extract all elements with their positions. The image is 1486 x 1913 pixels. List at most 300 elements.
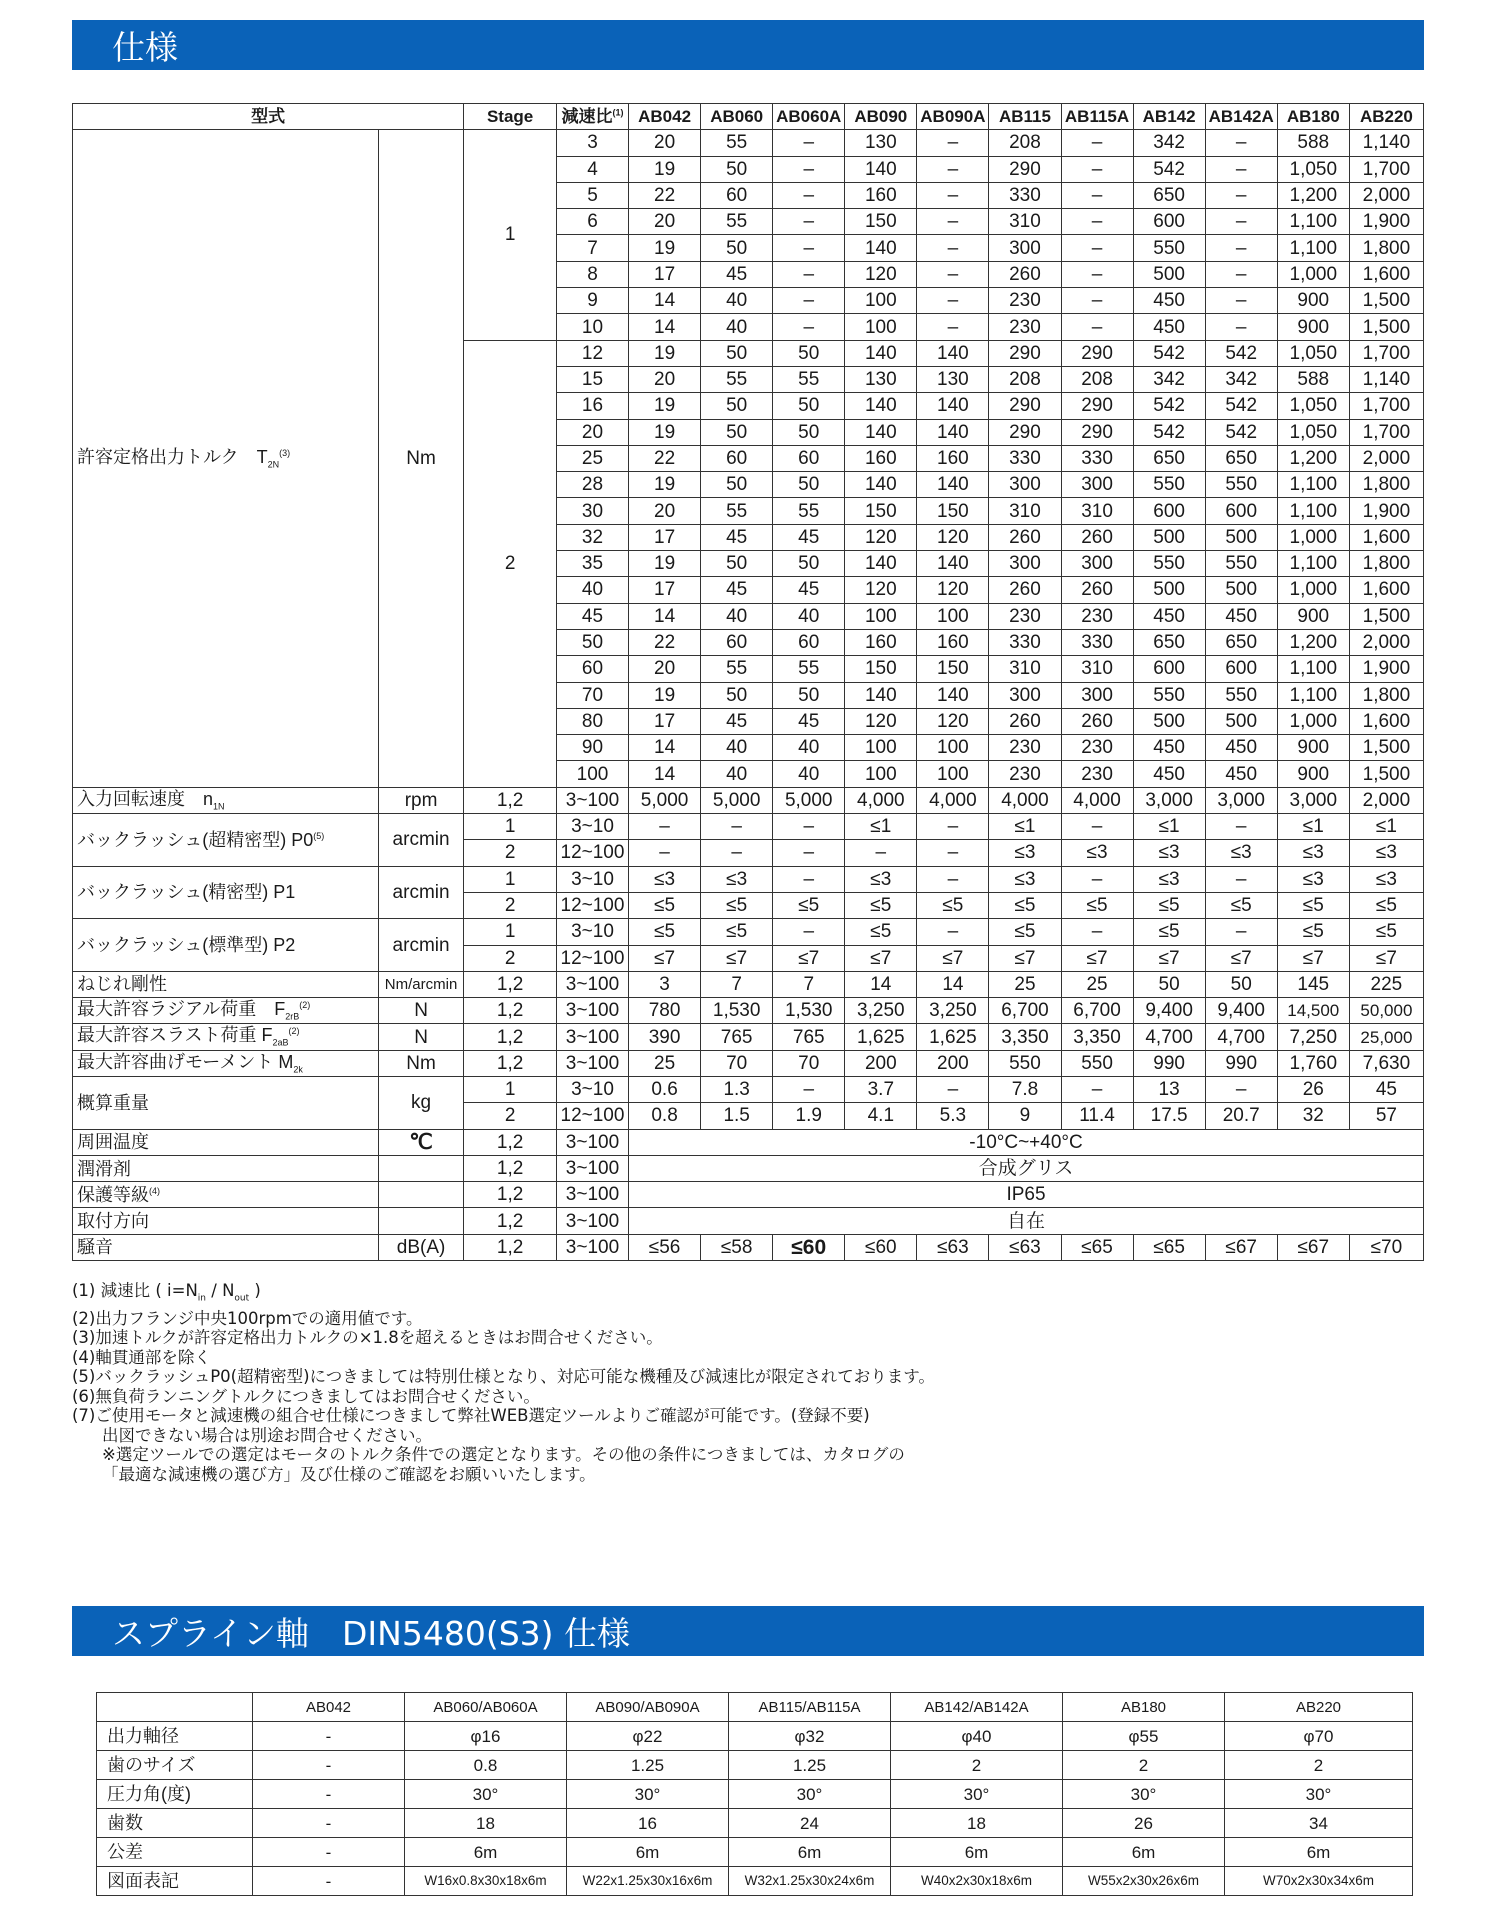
value-cell: – — [917, 209, 989, 235]
unit-cell — [378, 1155, 463, 1181]
value-cell: 330 — [989, 629, 1061, 655]
value-cell: ≤3 — [1133, 840, 1205, 866]
value-cell: 1,800 — [1349, 472, 1423, 498]
spline-table — [96, 1692, 1413, 1896]
value-cell: 40 — [773, 603, 845, 629]
value-cell: 30° — [1225, 1780, 1413, 1809]
value-cell: 57 — [1349, 1103, 1423, 1129]
value-cell: 25 — [989, 971, 1061, 997]
value-cell: – — [1205, 156, 1277, 182]
value-cell: 150 — [845, 498, 917, 524]
value-cell: φ32 — [729, 1722, 891, 1751]
value-cell: 1,100 — [1277, 209, 1349, 235]
value-cell: 310 — [989, 498, 1061, 524]
row-label: バックラッシュ(超精密型) P0$^{(5)}$ — [73, 814, 379, 867]
header-model-code: AB220 — [1349, 104, 1423, 130]
ratio-cell: 28 — [556, 472, 628, 498]
value-cell: ≤7 — [629, 945, 701, 971]
value-cell: 50 — [773, 340, 845, 366]
value-cell: 40 — [701, 288, 773, 314]
value-cell: 550 — [1133, 682, 1205, 708]
ratio-cell: 3~100 — [556, 1155, 628, 1181]
ratio-cell: 45 — [556, 603, 628, 629]
value-cell: 50 — [773, 419, 845, 445]
value-cell: – — [701, 814, 773, 840]
value-cell: 230 — [989, 603, 1061, 629]
value-cell: ≤3 — [629, 866, 701, 892]
value-cell: 500 — [1133, 577, 1205, 603]
value-cell: 40 — [701, 603, 773, 629]
value-cell: 5,000 — [701, 787, 773, 813]
value-cell: 50 — [773, 472, 845, 498]
value-cell: ≤5 — [989, 919, 1061, 945]
value-cell: 2,000 — [1349, 787, 1423, 813]
value-cell: 1,700 — [1349, 393, 1423, 419]
value-cell: 11.4 — [1061, 1103, 1133, 1129]
value-cell: 260 — [1061, 708, 1133, 734]
value-cell: ≤7 — [917, 945, 989, 971]
value-cell: ≤3 — [989, 840, 1061, 866]
section-title: スプライン軸 DIN5480(S3) 仕様 — [112, 1613, 631, 1653]
value-cell: 1,700 — [1349, 156, 1423, 182]
ratio-cell: 20 — [556, 419, 628, 445]
value-cell: 0.8 — [405, 1751, 567, 1780]
ratio-cell: 3~100 — [556, 998, 628, 1024]
value-cell: 100 — [917, 603, 989, 629]
value-cell: 765 — [773, 1024, 845, 1050]
value-cell: 1,050 — [1277, 419, 1349, 445]
value-cell: 140 — [845, 235, 917, 261]
ratio-cell: 60 — [556, 656, 628, 682]
value-cell: 40 — [701, 314, 773, 340]
value-cell: ≤7 — [845, 945, 917, 971]
value-cell: 22 — [629, 182, 701, 208]
value-cell: 1,600 — [1349, 261, 1423, 287]
table-header — [97, 1693, 1413, 1722]
value-cell: φ16 — [405, 1722, 567, 1751]
value-cell: 17 — [629, 261, 701, 287]
value-cell: ≤5 — [701, 919, 773, 945]
value-cell: 120 — [917, 524, 989, 550]
header-model-code: AB115 — [989, 104, 1061, 130]
value-cell: 140 — [845, 393, 917, 419]
header-model-code: AB180 — [1063, 1693, 1225, 1722]
value-cell: ≤5 — [1061, 892, 1133, 918]
unit-cell: arcmin — [378, 814, 463, 867]
value-cell: 5,000 — [773, 787, 845, 813]
value-cell: 1,050 — [1277, 340, 1349, 366]
value-cell: 140 — [845, 340, 917, 366]
value-cell: ≤5 — [1349, 892, 1423, 918]
table-row — [97, 1722, 1413, 1751]
value-cell: – — [1205, 130, 1277, 156]
value-cell: – — [917, 866, 989, 892]
header-model-code: AB142 — [1133, 104, 1205, 130]
value-cell: – — [773, 1076, 845, 1102]
table-row — [73, 919, 1424, 945]
value-cell: 1,600 — [1349, 577, 1423, 603]
footnote: 出図できない場合は別途お問合せください。 — [102, 1425, 432, 1445]
value-cell: 16 — [567, 1809, 729, 1838]
value-cell: 290 — [989, 156, 1061, 182]
value-cell: 650 — [1133, 445, 1205, 471]
header-ratio: 減速比$^{(1)}$ — [556, 104, 628, 130]
value-cell: 1,100 — [1277, 235, 1349, 261]
table-row — [73, 1182, 1424, 1208]
value-cell: 550 — [1133, 472, 1205, 498]
value-cell: – — [773, 182, 845, 208]
value-cell: 310 — [1061, 498, 1133, 524]
unit-cell: N — [378, 1024, 463, 1050]
stage-cell: 1,2 — [464, 1208, 557, 1234]
value-cell: 1,625 — [917, 1024, 989, 1050]
value-cell: 650 — [1205, 629, 1277, 655]
value-cell: 6m — [891, 1838, 1063, 1867]
value-cell: 290 — [1061, 393, 1133, 419]
value-cell: 900 — [1277, 603, 1349, 629]
value-cell: 14 — [629, 735, 701, 761]
value-cell: 120 — [845, 708, 917, 734]
value-cell: ≤5 — [629, 919, 701, 945]
value-cell: 4,700 — [1205, 1024, 1277, 1050]
unit-cell: ℃ — [378, 1129, 463, 1155]
header-model-code: AB142/AB142A — [891, 1693, 1063, 1722]
stage-cell: 1 — [464, 866, 557, 892]
row-label: 圧力角(度) — [97, 1780, 253, 1809]
header-model-code: AB042 — [253, 1693, 405, 1722]
value-cell: 1,530 — [701, 998, 773, 1024]
row-label: 概算重量 — [73, 1076, 379, 1129]
value-cell: – — [1061, 182, 1133, 208]
value-cell: 1,200 — [1277, 445, 1349, 471]
value-cell: 208 — [1061, 366, 1133, 392]
value-cell: W32x1.25x30x24x6m — [729, 1867, 891, 1896]
value-cell: 990 — [1205, 1050, 1277, 1076]
value-cell: 3,000 — [1277, 787, 1349, 813]
table-row — [97, 1867, 1413, 1896]
ratio-cell: 25 — [556, 445, 628, 471]
value-cell: 45 — [1349, 1076, 1423, 1102]
value-cell: – — [773, 866, 845, 892]
value-cell: 14 — [629, 314, 701, 340]
value-cell: 17 — [629, 708, 701, 734]
value-cell: 500 — [1205, 524, 1277, 550]
value-cell: 500 — [1133, 261, 1205, 287]
value-cell: 2,000 — [1349, 182, 1423, 208]
value-cell: – — [1061, 919, 1133, 945]
value-cell: – — [917, 288, 989, 314]
value-cell: 1,140 — [1349, 130, 1423, 156]
value-cell: 260 — [989, 261, 1061, 287]
value-cell: ≤5 — [1133, 892, 1205, 918]
value-cell: ≤67 — [1205, 1234, 1277, 1260]
ratio-cell: 70 — [556, 682, 628, 708]
value-cell: 140 — [845, 472, 917, 498]
value-cell: 600 — [1133, 498, 1205, 524]
value-cell: 50 — [701, 551, 773, 577]
value-cell: 55 — [701, 130, 773, 156]
value-cell: 1,600 — [1349, 708, 1423, 734]
value-cell: 32 — [1277, 1103, 1349, 1129]
value-cell: – — [1061, 209, 1133, 235]
value-cell: – — [1061, 130, 1133, 156]
unit-cell: kg — [378, 1076, 463, 1129]
value-cell: – — [773, 209, 845, 235]
value-cell: – — [773, 130, 845, 156]
value-cell: 40 — [773, 735, 845, 761]
value-cell: ≤1 — [845, 814, 917, 840]
value-cell: – — [917, 1076, 989, 1102]
value-cell: 3,350 — [1061, 1024, 1133, 1050]
value-cell: 3,250 — [917, 998, 989, 1024]
value-cell: 542 — [1133, 419, 1205, 445]
value-cell: 500 — [1205, 708, 1277, 734]
value-cell: 1,700 — [1349, 419, 1423, 445]
footnote: (3)加速トルクが許容定格出力トルクの×1.8を超えるときはお問合せください。 — [72, 1328, 663, 1348]
value-cell: – — [917, 814, 989, 840]
ratio-cell: 4 — [556, 156, 628, 182]
value-cell: 3,250 — [845, 998, 917, 1024]
row-label: 公差 — [97, 1838, 253, 1867]
row-label: 入力回転速度 $n_{1N}$ — [73, 787, 379, 813]
value-cell: 5,000 — [629, 787, 701, 813]
header-model-code: AB060A — [773, 104, 845, 130]
table-row — [73, 998, 1424, 1024]
footnote: ※選定ツールでの選定はモータのトルク条件での選定となります。その他の条件につきましては、カタログの — [102, 1445, 905, 1465]
value-cell: 120 — [917, 708, 989, 734]
value-cell: 25 — [629, 1050, 701, 1076]
value-cell: W40x2x30x18x6m — [891, 1867, 1063, 1896]
ratio-cell: 12~100 — [556, 1103, 628, 1129]
value-cell: 60 — [773, 445, 845, 471]
value-cell: 1,760 — [1277, 1050, 1349, 1076]
row-label: 最大許容ラジアル荷重 $F_{2rB}^{(2)}$ — [73, 998, 379, 1024]
header-model-code: AB220 — [1225, 1693, 1413, 1722]
value-cell: 300 — [1061, 682, 1133, 708]
value-cell: 100 — [845, 603, 917, 629]
value-cell: 140 — [917, 472, 989, 498]
row-label: 潤滑剤 — [73, 1155, 379, 1181]
row-label: 周囲温度 — [73, 1129, 379, 1155]
value-cell: – — [1205, 919, 1277, 945]
value-cell: 1,500 — [1349, 288, 1423, 314]
value-cell: 4,000 — [845, 787, 917, 813]
row-label: 出力軸径 — [97, 1722, 253, 1751]
value-cell: 0.8 — [629, 1103, 701, 1129]
value-cell: 5.3 — [917, 1103, 989, 1129]
value-cell: 100 — [845, 288, 917, 314]
stage-cell: 1 — [464, 919, 557, 945]
value-cell: 19 — [629, 393, 701, 419]
stage-cell: 2 — [464, 1103, 557, 1129]
ratio-cell: 12 — [556, 340, 628, 366]
value-cell: 260 — [989, 708, 1061, 734]
ratio-cell: 3~100 — [556, 1208, 628, 1234]
value-cell: – — [1061, 156, 1133, 182]
value-cell: 130 — [917, 366, 989, 392]
table-row — [73, 814, 1424, 840]
value-cell: ≤5 — [629, 892, 701, 918]
value-cell: 542 — [1133, 393, 1205, 419]
value-cell: 14 — [845, 971, 917, 997]
value-cell: 145 — [1277, 971, 1349, 997]
stage-cell: 1,2 — [464, 971, 557, 997]
table-row — [73, 130, 1424, 156]
value-cell: 450 — [1133, 603, 1205, 629]
value-cell: 290 — [989, 340, 1061, 366]
value-cell: 30° — [891, 1780, 1063, 1809]
value-cell: 7.8 — [989, 1076, 1061, 1102]
value-cell: 542 — [1133, 340, 1205, 366]
value-cell: ≤60 — [773, 1234, 845, 1260]
value-cell: 19 — [629, 235, 701, 261]
header-model-code: AB090 — [845, 104, 917, 130]
row-label: バックラッシュ(標準型) P2 — [73, 919, 379, 972]
value-cell: 900 — [1277, 288, 1349, 314]
value-cell: 55 — [701, 498, 773, 524]
value-cell: 1,900 — [1349, 209, 1423, 235]
value-cell: 1.25 — [567, 1751, 729, 1780]
ratio-cell: 32 — [556, 524, 628, 550]
value-cell: 55 — [701, 366, 773, 392]
value-cell: ≤3 — [1061, 840, 1133, 866]
value-cell: ≤5 — [1205, 892, 1277, 918]
value-cell: ≤5 — [845, 892, 917, 918]
value-cell: 55 — [701, 209, 773, 235]
ratio-cell: 12~100 — [556, 892, 628, 918]
value-cell: 60 — [701, 629, 773, 655]
value-cell: 200 — [845, 1050, 917, 1076]
value-cell: ≤3 — [1349, 840, 1423, 866]
value-cell: 14 — [629, 761, 701, 787]
value-cell: 1.5 — [701, 1103, 773, 1129]
row-label: 許容定格出力トルク $T_{2N}^{(3)}$ — [73, 130, 379, 787]
stage-cell: 1,2 — [464, 1024, 557, 1050]
value-cell: – — [1061, 288, 1133, 314]
value-cell: 780 — [629, 998, 701, 1024]
spec-table — [72, 103, 1424, 1261]
value-cell: 600 — [1205, 656, 1277, 682]
value-cell: ≤7 — [773, 945, 845, 971]
stage-cell: 1,2 — [464, 787, 557, 813]
value-cell: 22 — [629, 629, 701, 655]
value-cell: – — [773, 261, 845, 287]
value-cell: ≤7 — [1061, 945, 1133, 971]
value-cell: 1,530 — [773, 998, 845, 1024]
ratio-cell: 3~10 — [556, 1076, 628, 1102]
row-label: 歯数 — [97, 1809, 253, 1838]
value-cell: 300 — [989, 551, 1061, 577]
value-cell: – — [773, 314, 845, 340]
value-cell: - — [253, 1867, 405, 1896]
ratio-cell: 12~100 — [556, 945, 628, 971]
ratio-cell: 3~100 — [556, 1129, 628, 1155]
value-cell: 50 — [1133, 971, 1205, 997]
value-cell: 900 — [1277, 314, 1349, 340]
value-cell: – — [773, 919, 845, 945]
value-cell: 1,800 — [1349, 551, 1423, 577]
value-cell: – — [701, 840, 773, 866]
value-cell: 6,700 — [1061, 998, 1133, 1024]
value-cell: 120 — [845, 261, 917, 287]
ratio-cell: 3~100 — [556, 1182, 628, 1208]
value-cell: 310 — [989, 209, 1061, 235]
value-cell: 50 — [773, 682, 845, 708]
value-cell: 390 — [629, 1024, 701, 1050]
value-cell: 450 — [1133, 314, 1205, 340]
row-label: 最大許容スラスト荷重 $F_{2aB}^{(2)}$ — [73, 1024, 379, 1050]
value-cell: 1,800 — [1349, 682, 1423, 708]
value-cell: 70 — [701, 1050, 773, 1076]
value-cell: 160 — [845, 629, 917, 655]
value-cell: 260 — [989, 524, 1061, 550]
ratio-cell: 3~10 — [556, 866, 628, 892]
value-cell: 542 — [1205, 340, 1277, 366]
value-cell: 542 — [1205, 393, 1277, 419]
table-row — [73, 1129, 1424, 1155]
unit-cell: N — [378, 998, 463, 1024]
value-cell: 450 — [1205, 761, 1277, 787]
value-cell: φ55 — [1063, 1722, 1225, 1751]
value-cell: 550 — [1205, 682, 1277, 708]
value-cell: 260 — [989, 577, 1061, 603]
value-cell: 50 — [701, 393, 773, 419]
value-cell: 160 — [845, 445, 917, 471]
value-cell: W16x0.8x30x18x6m — [405, 1867, 567, 1896]
table-row — [73, 1024, 1424, 1050]
value-cell: – — [917, 156, 989, 182]
row-label: 図面表記 — [97, 1867, 253, 1896]
stage-cell: 1,2 — [464, 1182, 557, 1208]
header-model-code: AB060 — [701, 104, 773, 130]
value-cell: ≤56 — [629, 1234, 701, 1260]
value-cell: 330 — [989, 182, 1061, 208]
value-cell: – — [629, 814, 701, 840]
value-cell: 7 — [701, 971, 773, 997]
value-cell: 60 — [701, 182, 773, 208]
ratio-cell: 16 — [556, 393, 628, 419]
value-cell: 330 — [1061, 445, 1133, 471]
value-cell: 20 — [629, 130, 701, 156]
value-cell: 150 — [917, 498, 989, 524]
value-cell: 3 — [629, 971, 701, 997]
value-cell: 550 — [1133, 235, 1205, 261]
value-cell: 50 — [701, 156, 773, 182]
stage-cell: 1,2 — [464, 1234, 557, 1260]
value-cell: 1,625 — [845, 1024, 917, 1050]
value-cell: 260 — [1061, 577, 1133, 603]
value-cell: 7,250 — [1277, 1024, 1349, 1050]
value-cell: 100 — [917, 735, 989, 761]
value-cell: 22 — [629, 445, 701, 471]
value-cell: 55 — [773, 366, 845, 392]
ratio-cell: 35 — [556, 551, 628, 577]
value-cell: – — [917, 235, 989, 261]
value-cell: 100 — [917, 761, 989, 787]
value-cell: 合成グリス — [629, 1155, 1424, 1181]
value-cell: 900 — [1277, 735, 1349, 761]
table-row — [97, 1780, 1413, 1809]
value-cell: 500 — [1133, 708, 1205, 734]
row-label: 歯のサイズ — [97, 1751, 253, 1780]
value-cell: 40 — [773, 761, 845, 787]
stage-cell: 1,2 — [464, 1155, 557, 1181]
value-cell: 310 — [989, 656, 1061, 682]
value-cell: ≤5 — [1349, 919, 1423, 945]
value-cell: 26 — [1277, 1076, 1349, 1102]
value-cell: 1,900 — [1349, 498, 1423, 524]
value-cell: 6m — [729, 1838, 891, 1867]
